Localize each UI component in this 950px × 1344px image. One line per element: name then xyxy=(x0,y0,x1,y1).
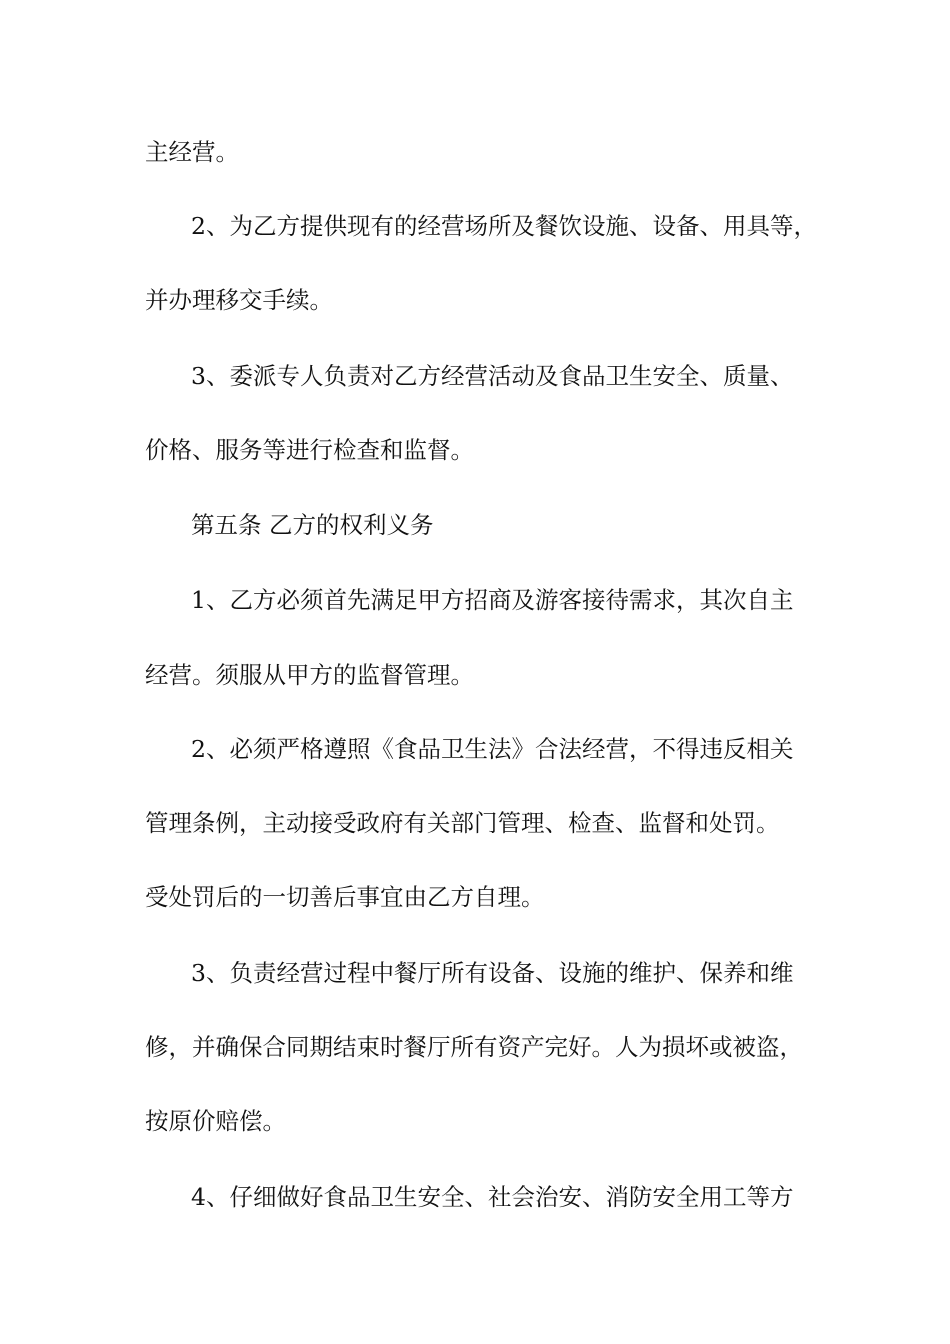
text-line-5: 价格、服务等进行检查和监督。 xyxy=(145,436,474,464)
text-line-11: 受处罚后的一切善后事宜由乙方自理。 xyxy=(145,883,545,911)
text-line-3: 并办理移交手续。 xyxy=(145,286,333,314)
text-line-12: 3、负责经营过程中餐厅所有设备、设施的维护、保养和维 xyxy=(191,959,794,987)
text-line-1: 主经营。 xyxy=(145,138,239,166)
text-line-14: 按原价赔偿。 xyxy=(145,1107,286,1135)
text-line-13: 修，并确保合同期结束时餐厅所有资产完好。人为损坏或被盗， xyxy=(145,1033,803,1061)
text-line-8: 经营。须服从甲方的监督管理。 xyxy=(145,661,474,689)
text-line-10: 管理条例，主动接受政府有关部门管理、检查、监督和处罚。 xyxy=(145,809,780,837)
text-line-2: 2、为乙方提供现有的经营场所及餐饮设施、设备、用具等， xyxy=(191,212,817,240)
text-line-7: 1、乙方必须首先满足甲方招商及游客接待需求，其次自主 xyxy=(191,586,794,614)
section-heading: 第五条 乙方的权利义务 xyxy=(191,511,434,539)
text-line-4: 3、委派专人负责对乙方经营活动及食品卫生安全、质量、 xyxy=(191,362,794,390)
text-line-15: 4、仔细做好食品卫生安全、社会治安、消防安全用工等方 xyxy=(191,1183,794,1211)
text-line-9: 2、必须严格遵照《食品卫生法》合法经营，不得违反相关 xyxy=(191,735,794,763)
